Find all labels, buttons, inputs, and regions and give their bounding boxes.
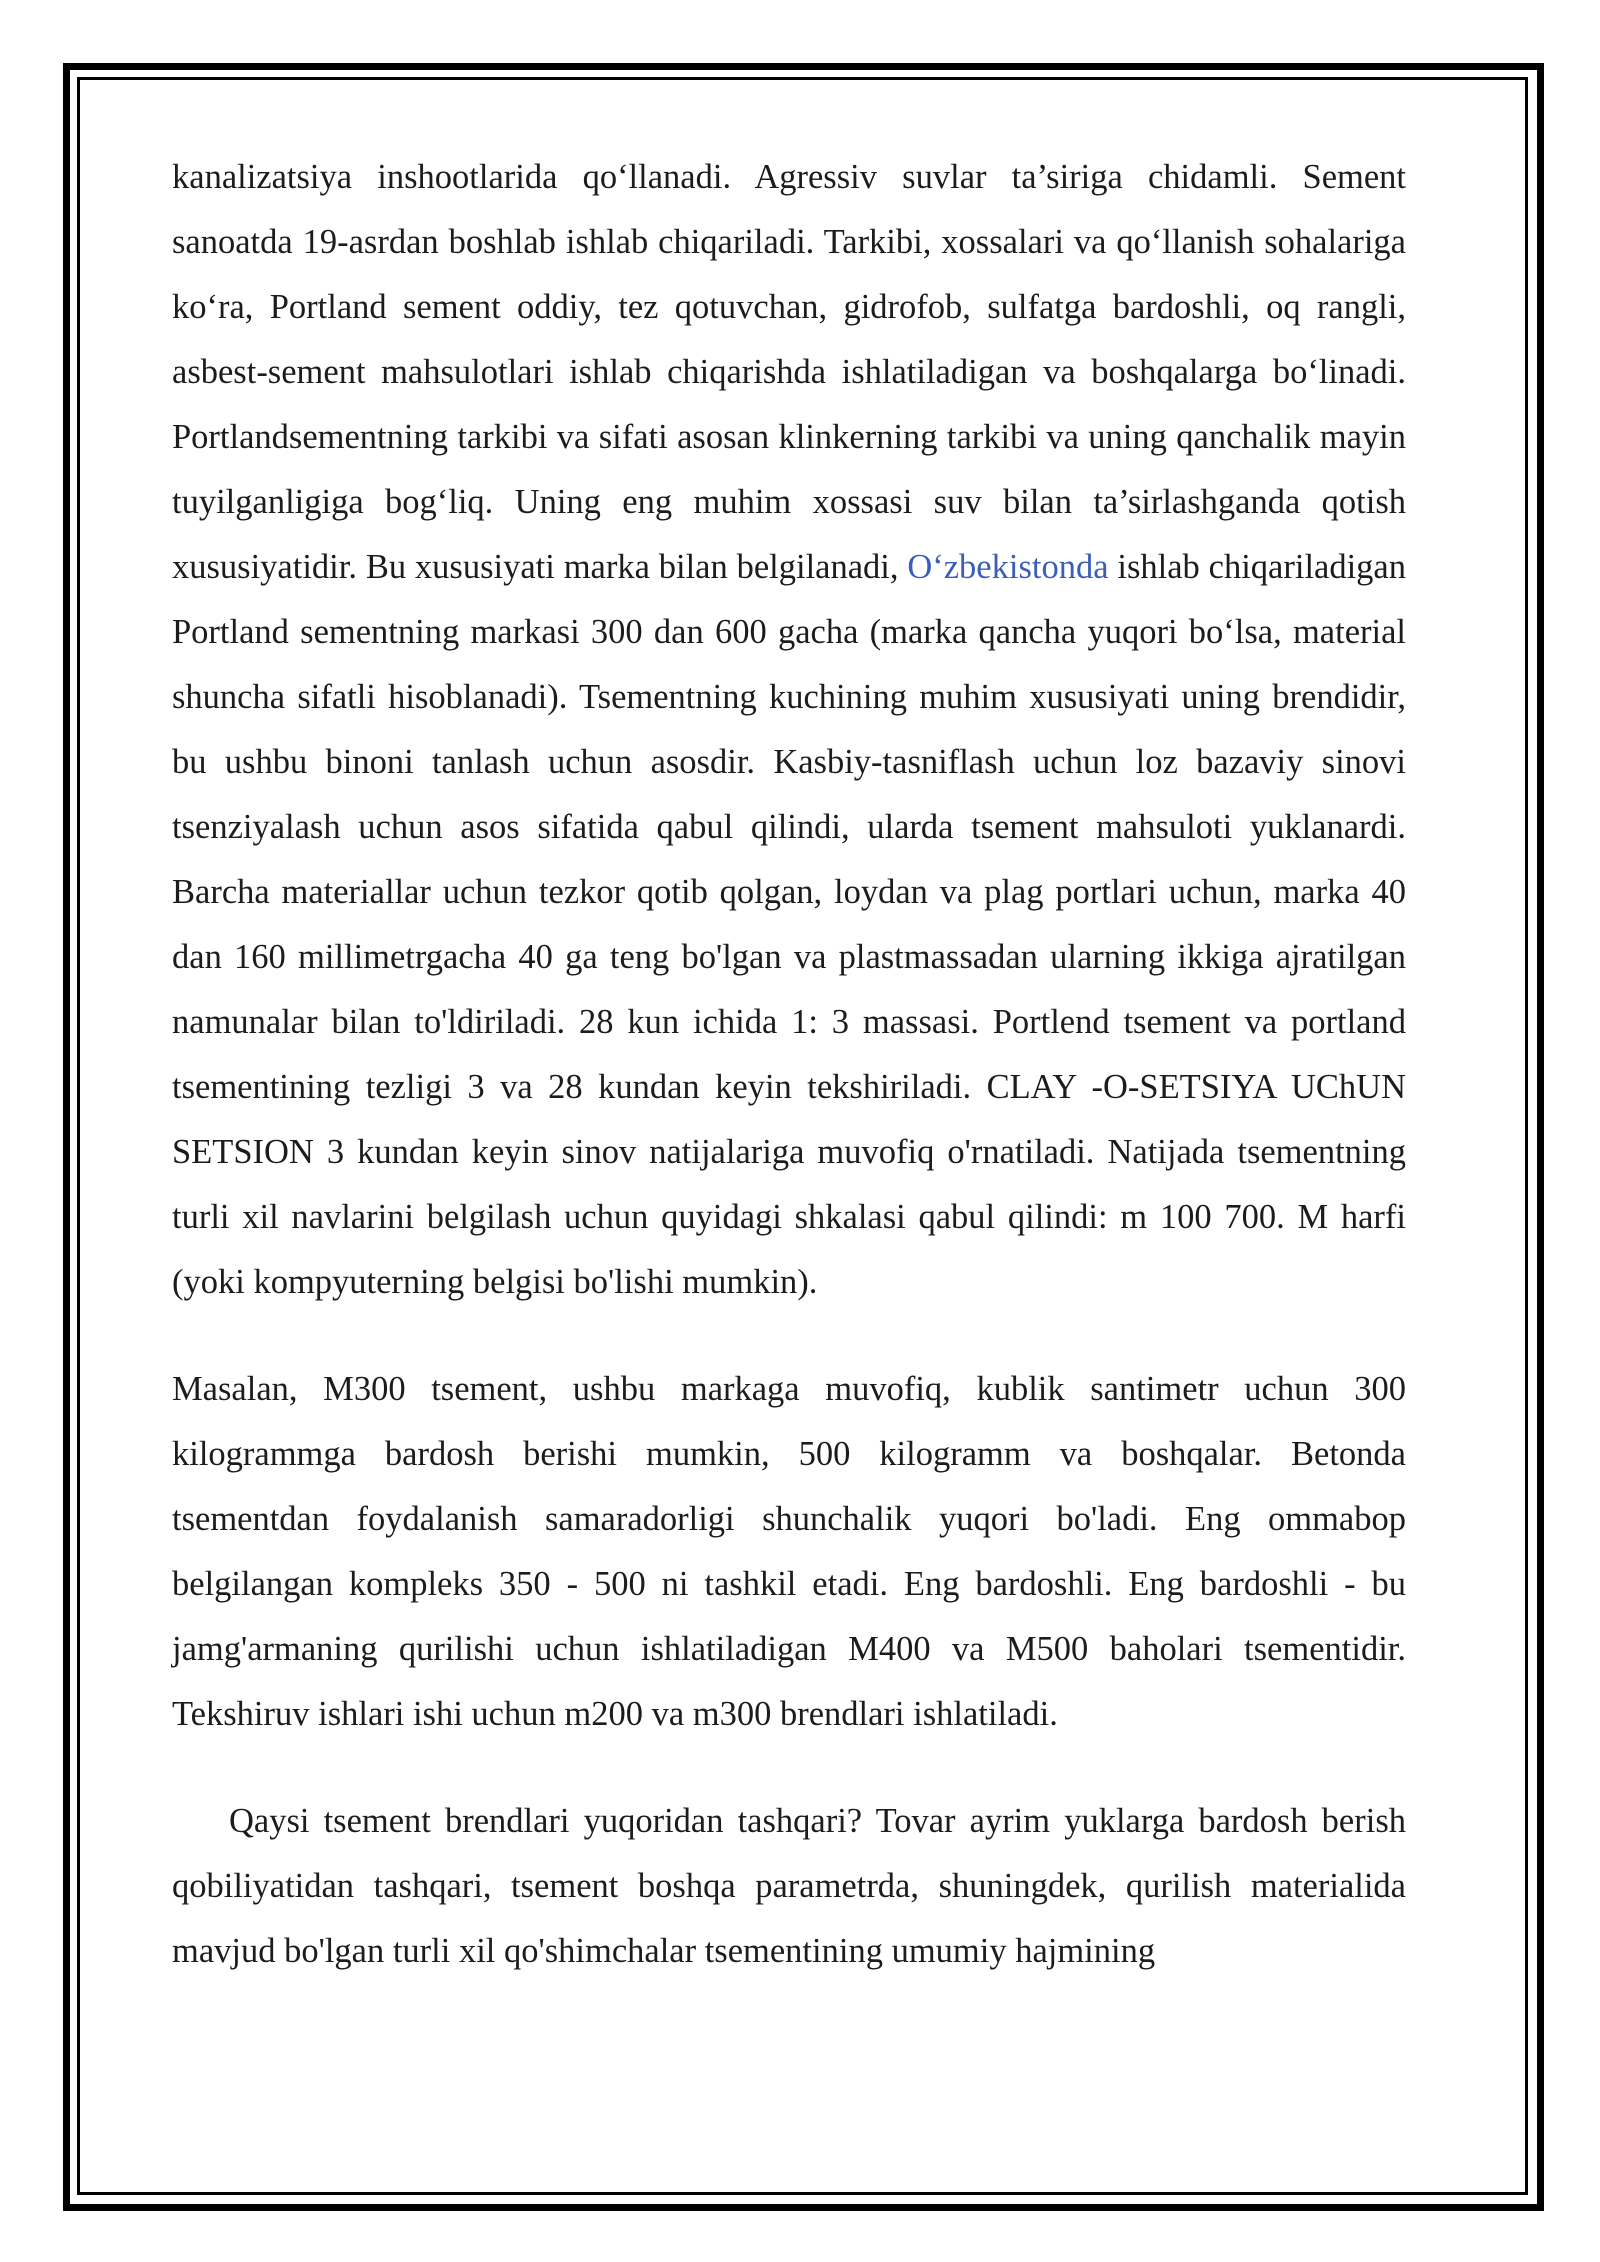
document-body — [172, 145, 1406, 1984]
paragraph-3: Qaysi tsement brendlari yuqoridan tashqari? Tovar ayrim yuklarga bardosh berish qobiliyatidan tashqari, tsement boshqa parametrda, shuningdek, qurilish materialida mavjud bo'lgan turli xil qo'shimchalar tsementining umumiy hajmining — [172, 1802, 1406, 1970]
uzbekistan-link[interactable]: O‘zbekistonda — [907, 548, 1109, 586]
paragraph-2: Masalan, M300 tsement, ushbu markaga muvofiq, kublik santimetr uchun 300 kilogrammga bardosh berishi mumkin, 500 kilogramm va boshqalar. Betonda tsementdan foydalanish samaradorligi shunchalik yuqori bo'ladi. Eng ommabop belgilangan kompleks 350 - 500 ni tashkil etadi. Eng bardoshli. Eng bardoshli - bu jamg'armaning qurilishi uchun ishlatiladigan M400 va M500 baholari tsementidir. Tekshiruv ishlari ishi uchun m200 va m300 brendlari ishlatiladi. — [172, 1370, 1406, 1733]
paragraph-1-text-start: kanalizatsiya inshootlarida qo‘llanadi. Agressiv suvlar ta’siriga chidamli. Sement sanoatda 19-asrdan boshlab ishlab chiqariladi. Tarkibi, xossalari va qo‘llanish sohalariga ko‘ra, Portland sement oddiy, tez qotuvchan, gidrofob, sulfatga bardoshli, oq rangli, asbest-sement mahsulotlari ishlab chiqarishda ishlatiladigan va boshqalarga bo‘linadi. Portlandsementning tarkibi va sifati asosan klinkerning tarkibi va uning qanchalik mayin tuyilganligiga bog‘liq. Uning eng muhim xossasi suv bilan ta’sirlashganda qotish xususiyatidir. Bu xususiyati marka bilan belgilanadi, — [172, 158, 1406, 586]
paragraph-1 — [172, 145, 1406, 1315]
paragraph-1-text-end: ishlab chiqariladigan Portland sementning markasi 300 dan 600 gacha (marka qancha yuqori bo‘lsa, material shuncha sifatli hisoblanadi). Tsementning kuchining muhim xususiyati uning brendidir, bu ushbu binoni tanlash uchun asosdir. Kasbiy-tasniflash uchun loz bazaviy sinovi tsenziyalash uchun asos sifatida qabul qilindi, ularda tsement mahsuloti yuklanardi. Barcha materiallar uchun tezkor qotib qolgan, loydan va plag portlari uchun, marka 40 dan 160 millimetrgacha 40 ga teng bo'lgan va plastmassadan ularning ikkiga ajratilgan namunalar bilan to'ldiriladi. 28 kun ichida 1: 3 massasi. Portlend tsement va portland tsementining tezligi 3 va 28 kundan keyin tekshiriladi. CLAY -O-SETSIYA UChUN SETSION 3 kundan keyin sinov natijalariga muvofiq o'rnatiladi. Natijada tsementning turli xil navlarini belgilash uchun quyidagi shkalasi qabul qilindi: m 100 700. M harfi (yoki kompyuterning belgisi bo'lishi mumkin). — [172, 548, 1406, 1301]
